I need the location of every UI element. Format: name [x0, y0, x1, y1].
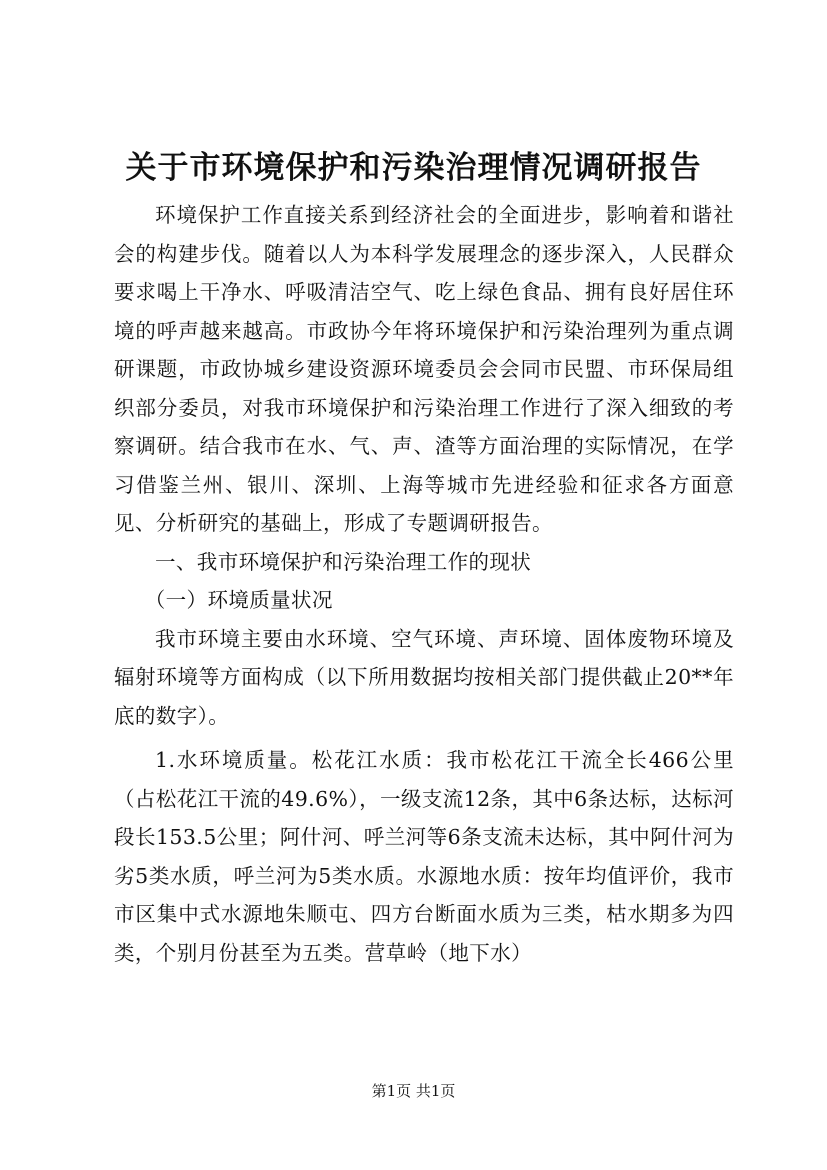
paragraph-water-quality: 1.水环境质量。松花江水质：我市松花江干流全长466公里（占松花江干流的49.6%），一级支流12条，其中6条达标，达标河段长153.5公里；阿什河、呼兰河等6条支流未达标，其中阿什河为劣5类水质，呼兰河为5类水质。水源地水质：按年均值评价，我市市区集中式水源地朱顺屯、四方台断面水质为三类，枯水期多为四类，个别月份甚至为五类。营草岭（地下水） [114, 748, 734, 965]
paragraph-environment-composition: 我市环境主要由水环境、空气环境、声环境、固体废物环境及辐射环境等方面构成（以下所用数据均按相关部门提供截止20**年底的数字）。 [114, 626, 734, 728]
paragraph-intro: 环境保护工作直接关系到经济社会的全面进步，影响着和谐社会的构建步伐。随着以人为本科学发展理念的逐步深入，人民群众要求喝上干净水、呼吸清洁空气、吃上绿色食品、拥有良好居住环境的呼声越来越高。市政协今年将环境保护和污染治理列为重点调研课题，市政协城乡建设资源环境委员会会同市民盟、市环保局组织部分委员，对我市环境保护和污染治理工作进行了深入细致的考察调研。结合我市在水、气、声、渣等方面治理的实际情况，在学习借鉴兰州、银川、深圳、上海等城市先进经验和征求各方面意见、分析研究的基础上，形成了专题调研报告。 [114, 203, 734, 535]
subsection-heading-1: （一）环境质量状况 [144, 588, 333, 612]
page-footer: 第1页 共1页 [371, 1082, 456, 1100]
document-body [114, 196, 734, 972]
section-heading-1: 一、我市环境保护和污染治理工作的现状 [155, 549, 532, 574]
document-title: 关于市环境保护和污染治理情况调研报告 [125, 150, 702, 186]
